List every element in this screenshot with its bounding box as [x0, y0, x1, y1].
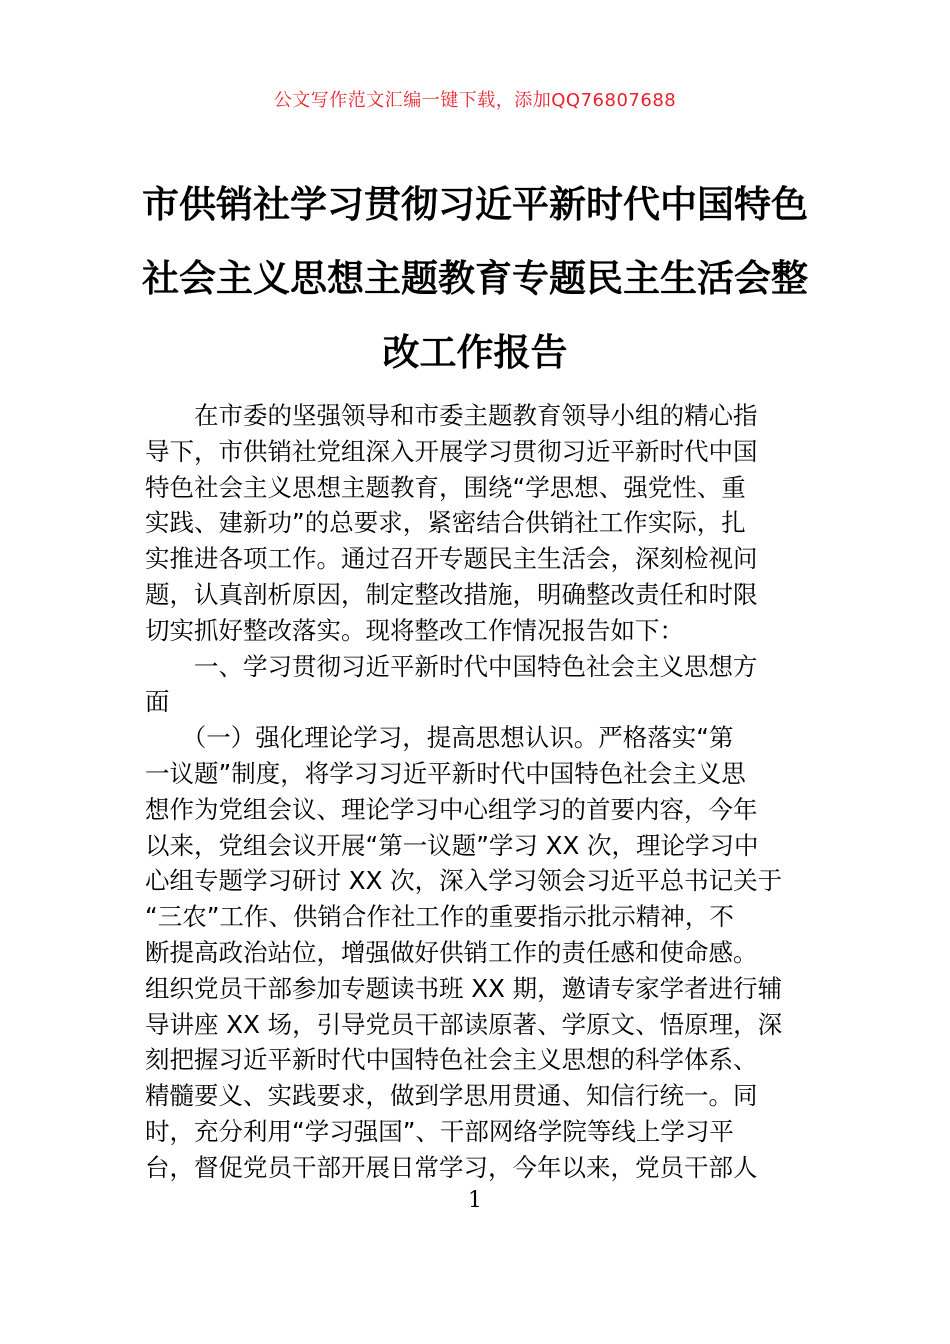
body-line: 实推进各项工作。通过召开专题民主生活会，深刻检视问: [145, 544, 758, 574]
body-line: 导讲座 XX 场，引导党员干部读原著、学原文、悟原理，深: [145, 1009, 783, 1039]
body-line: “三农”工作、供销合作社工作的重要指示批示精神，不: [145, 902, 734, 932]
body-line: 一、学习贯彻习近平新时代中国特色社会主义思想方: [145, 651, 758, 681]
body-line: 一议题”制度，将学习习近平新时代中国特色社会主义思: [145, 758, 746, 788]
body-line: 心组专题学习研讨 XX 次，深入学习领会习近平总书记关于: [145, 866, 783, 896]
body-line: 以来，党组会议开展“第一议题”学习 XX 次，理论学习中: [145, 830, 759, 860]
title-line: 市供销社学习贯彻习近平新时代中国特色: [142, 183, 808, 226]
title-line: 社会主义思想主题教育专题民主生活会整: [142, 257, 808, 300]
body-line: 切实抓好整改落实。现将整改工作情况报告如下：: [145, 615, 684, 645]
body-line: 台，督促党员干部开展日常学习，今年以来，党员干部人: [145, 1152, 758, 1182]
body-line: 刻把握习近平新时代中国特色社会主义思想的科学体系、: [145, 1045, 758, 1075]
body-line: 时，充分利用“学习强国”、干部网络学院等线上学习平: [145, 1116, 734, 1146]
body-line: 想作为党组会议、理论学习中心组学习的首要内容，今年: [145, 794, 758, 824]
body-line: （一）强化理论学习，提高思想认识。严格落实“第: [145, 723, 734, 753]
body-line: 组织党员干部参加专题读书班 XX 期，邀请专家学者进行辅: [145, 973, 783, 1003]
title-line: 改工作报告: [382, 331, 568, 374]
body-line: 题，认真剖析原因，制定整改措施，明确整改责任和时限: [145, 579, 758, 609]
body-line: 断提高政治站位，增强做好供销工作的责任感和使命感。: [145, 937, 758, 967]
body-line: 面: [145, 687, 170, 717]
body-line: 导下，市供销社党组深入开展学习贯彻习近平新时代中国: [145, 436, 758, 466]
body-line: 实践、建新功”的总要求，紧密结合供销社工作实际，扎: [145, 508, 746, 538]
document-title: [130, 168, 820, 390]
page-number: 1: [468, 1188, 482, 1213]
body-line: 特色社会主义思想主题教育，围绕“学思想、强党性、重: [145, 472, 746, 502]
download-notice: 公文写作范文汇编一键下载，添加QQ76807688: [273, 90, 677, 111]
document-body: [145, 398, 825, 1186]
body-line: 在市委的坚强领导和市委主题教育领导小组的精心指: [145, 401, 758, 430]
body-line: 精髓要义、实践要求，做到学思用贯通、知信行统一。同: [145, 1081, 758, 1111]
